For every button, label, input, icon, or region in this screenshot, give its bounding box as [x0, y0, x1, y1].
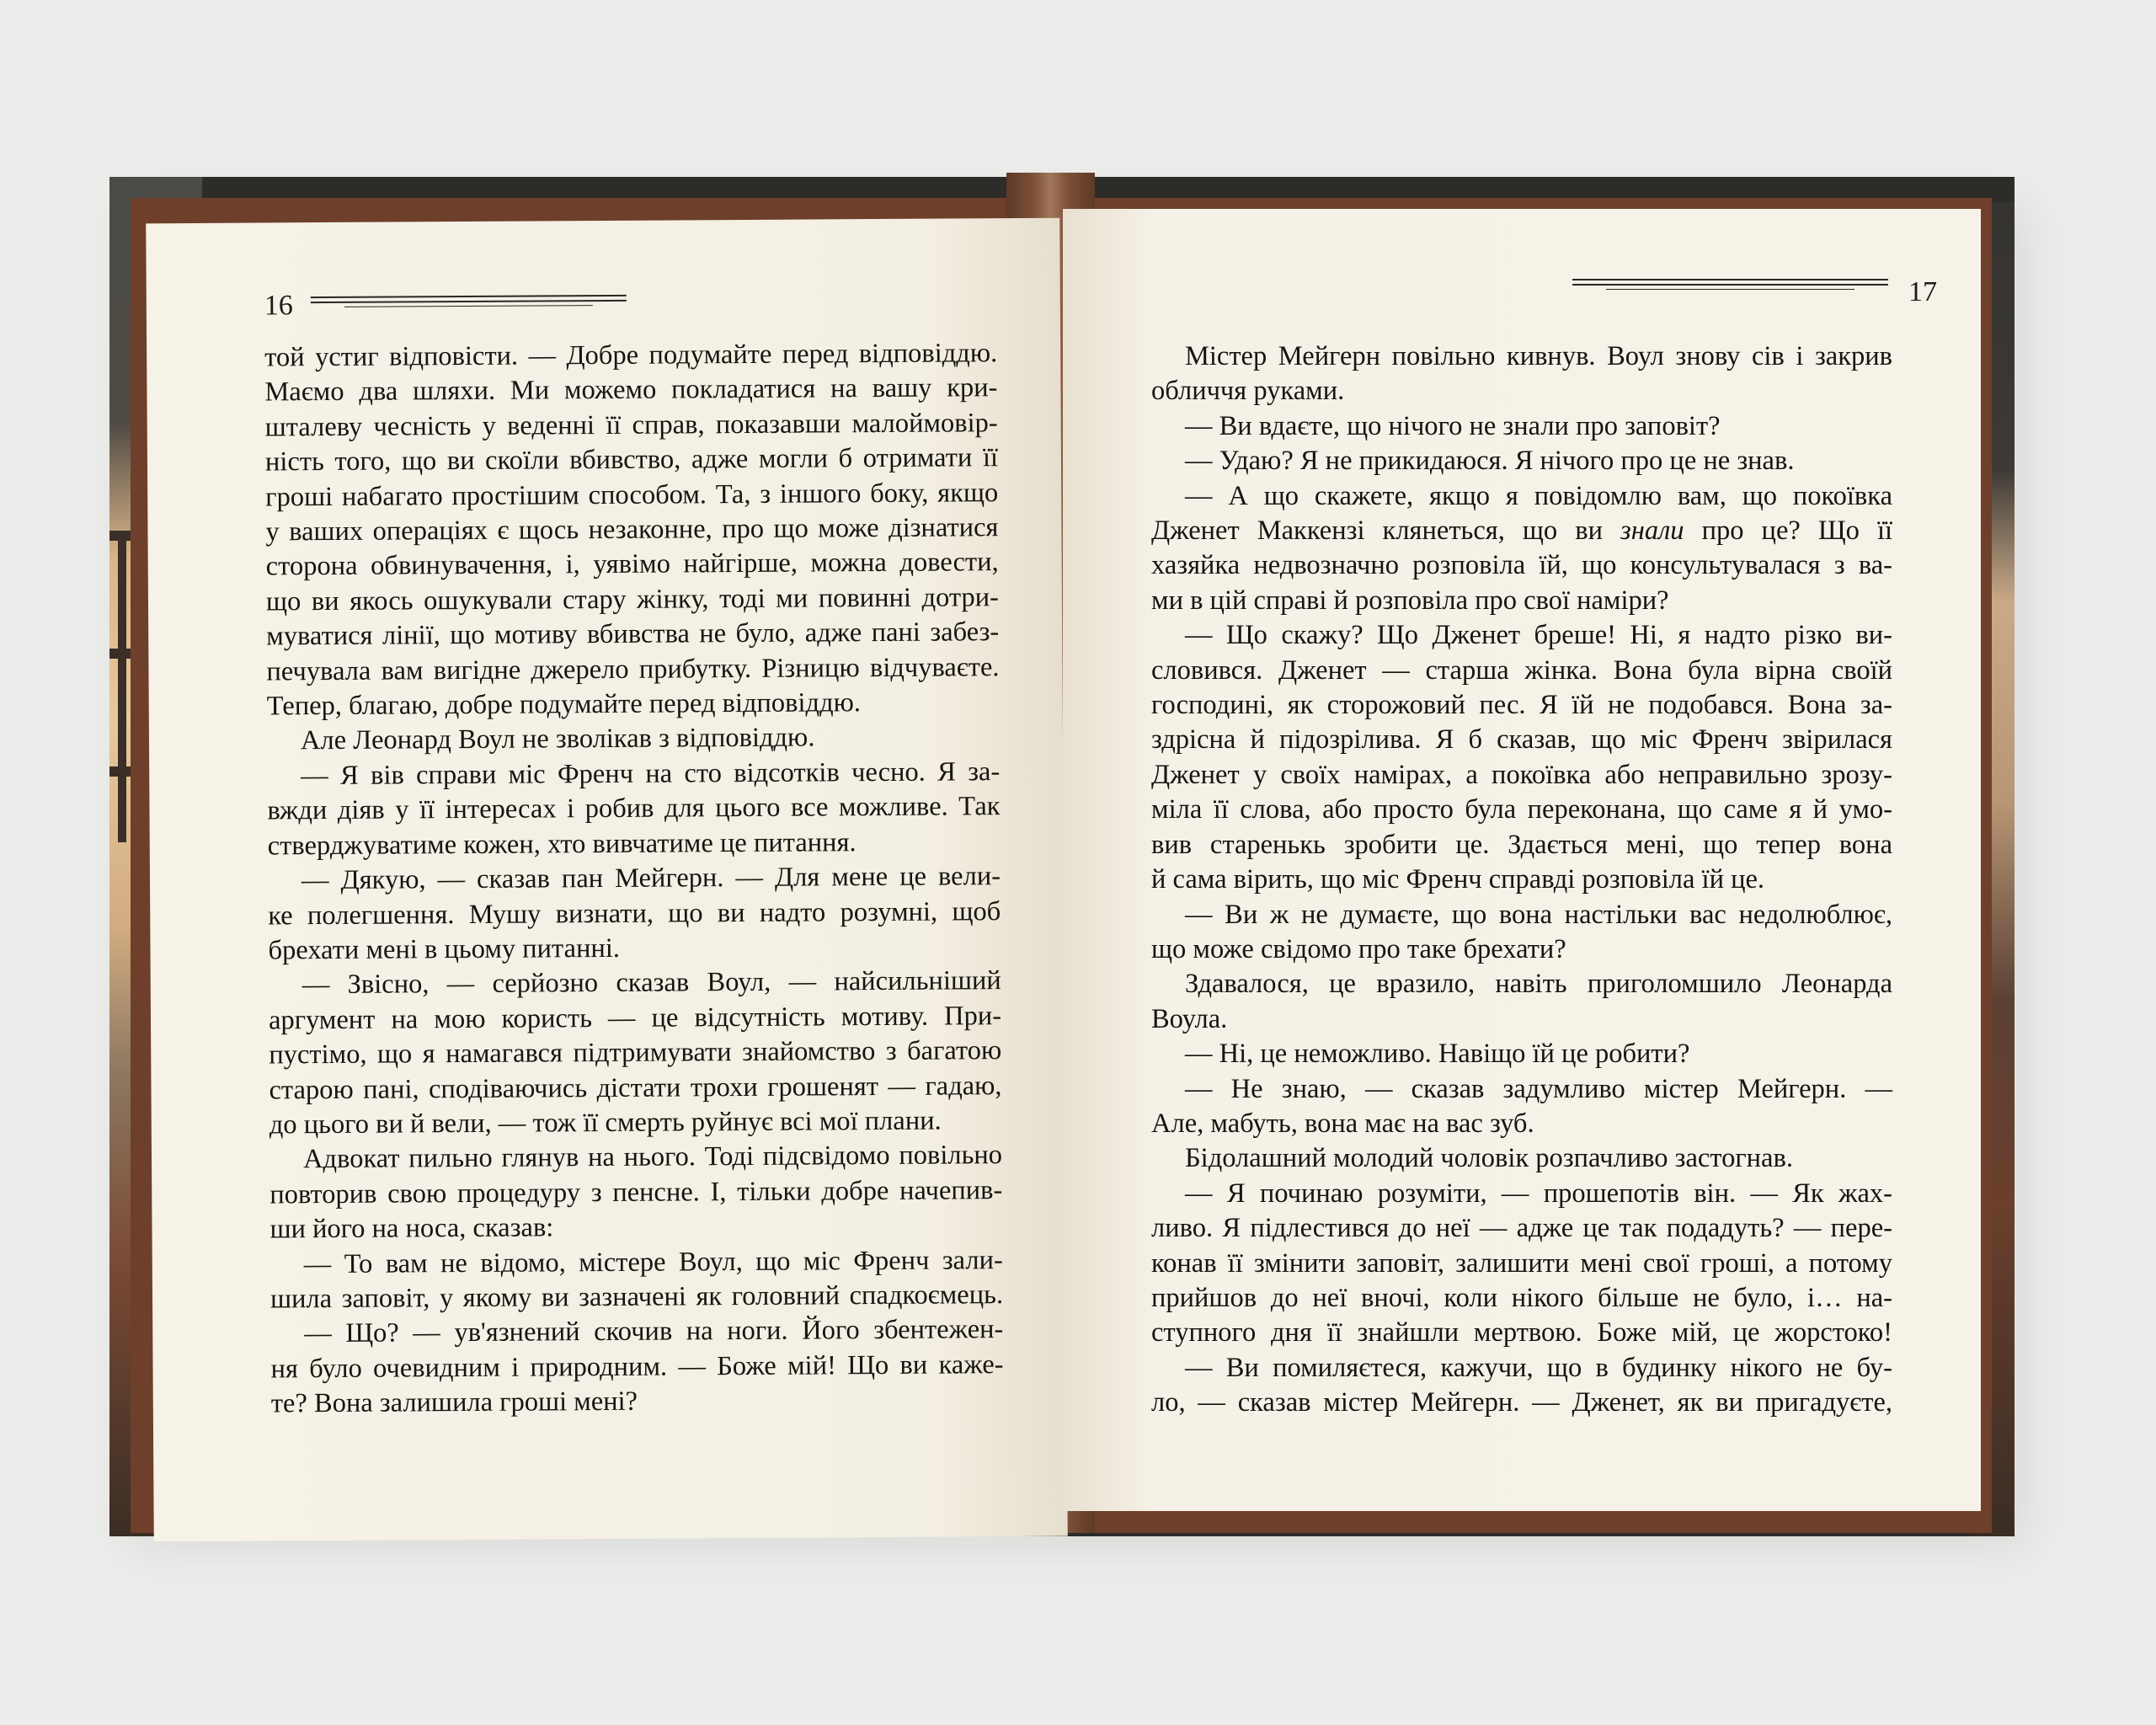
- text-line: — Що? — ув'язнений скочив на ноги. Його збентежен-: [304, 1314, 1004, 1349]
- text-line: — Ви помиляєтеся, кажучи, що в будинку нікого не бу-: [1185, 1352, 1892, 1383]
- text-line: старою пані, сподіваючись дістати трохи грошенят — гадаю,: [269, 1070, 1002, 1105]
- header-rule: [311, 295, 627, 304]
- text-line: словився. Дженет — старша жінка. Вона була вірна своїй: [1151, 654, 1892, 686]
- text-line: міла її слова, або просто була переконана, що саме я й умо-: [1151, 794, 1892, 825]
- text-line: що ви якось ошукували стару жінку, тоді ми повинні дотри-: [265, 581, 1000, 617]
- text-line: — Я вів справи міс Френч на сто відсотків чесно. Я за-: [301, 756, 1001, 792]
- page-number: 16: [264, 290, 293, 322]
- text-line: [1151, 514, 1892, 548]
- page-number: 17: [1908, 276, 1937, 307]
- text-line: ливо. Я підлестився до неї — адже це так подадуть? — пере-: [1151, 1213, 1892, 1244]
- text-line: аргумент на мою користь — це відсутність мотиву. При-: [268, 1000, 1002, 1036]
- text-line: повторив свою процедуру з пенсне. І, тільки добре начепив-: [270, 1174, 1003, 1210]
- text-line: ність того, що ви скоїли вбивство, адже могли б отримати її: [264, 442, 999, 478]
- text-line: хазяйка недвозначно розповіла їй, що консультувалася з ва-: [1151, 550, 1892, 581]
- left-page: [146, 218, 1068, 1542]
- text-line: — Ні, це неможливо. Навіщо їй це робити?: [1185, 1039, 1690, 1070]
- text-line: ми в цій справі й розповіла про свої наміри?: [1151, 585, 1669, 616]
- text-line: прийшов до неї вночі, коли нікого більше не було, і… на-: [1151, 1282, 1892, 1313]
- text-line: ке полегшення. Мушу визнати, що ви надто розумні, щоб: [268, 895, 1001, 931]
- text-line: Тепер, благаю, добре подумайте перед відповіддю.: [266, 687, 862, 722]
- text-line: шила заповіт, у якому ви зазначені як головний спадкоємець.: [270, 1279, 1004, 1315]
- text-line: стверджуватиме кожен, хто вивчатиме це питання.: [267, 826, 857, 862]
- text-line: — Удаю? Я не прикидаюся. Я нічого про це не знав.: [1185, 446, 1795, 477]
- text-line: Але, мабуть, вона має на вас зуб.: [1151, 1108, 1534, 1139]
- text-line: гроші набагато простішим способом. Та, з іншого боку, якщо: [265, 477, 999, 513]
- page-text: [1151, 339, 1892, 1421]
- text-line: Воула.: [1151, 1003, 1228, 1034]
- text-line: — То вам не відомо, містере Воул, що міс Френч зали-: [303, 1244, 1003, 1279]
- text-line: шталеву чесність у веденні її справ, показавши малоймовір-: [264, 407, 998, 443]
- text-line: обличчя руками.: [1151, 376, 1345, 407]
- text-line: у ваших операціях є щось незаконне, про що може дізнатися: [265, 512, 999, 547]
- text-line: — А що скажете, якщо я повідомлю вам, що покоївка: [1185, 480, 1892, 511]
- text-line: — Ви ж не думаєте, що вона настільки вас недолюблює,: [1185, 899, 1892, 930]
- text-line: й сама вірить, що міс Френч справді розповіла їй це.: [1151, 864, 1765, 895]
- text-line: ступного дня її знайшли мертвою. Боже мій, це жорстоко!: [1151, 1317, 1892, 1348]
- text-line: те? Вона залишила гроші мені?: [270, 1386, 638, 1419]
- text-line: господині, як сторожовий пес. Я їй не подобався. Вона за-: [1151, 690, 1892, 721]
- right-page: [1063, 209, 1981, 1511]
- text-line: Бідолашний молодий чоловік розпачливо застогнав.: [1185, 1143, 1793, 1174]
- text-line: — Я починаю розуміти, — прошепотів він. — Як жах-: [1185, 1178, 1892, 1209]
- text-line: ня було очевидним і природним. — Боже мій! Що ви каже-: [270, 1348, 1004, 1385]
- text-line: ло, — сказав містер Мейгерн. — Дженет, як ви пригадуєте,: [1151, 1387, 1892, 1418]
- text-line: що може свідомо про таке брехати?: [1151, 933, 1566, 964]
- text-line: Маємо два шляхи. Ми можемо покладатися на вашу кри-: [264, 372, 998, 408]
- text-line: Містер Мейгерн повільно кивнув. Воул знову сів і закрив: [1185, 341, 1892, 371]
- text-line: вжди діяв у її інтересах і робив для цього все можливе. Так: [267, 791, 1001, 826]
- text-line: здрісна й підозрілива. Я б сказав, що міс Френч звірилася: [1151, 724, 1892, 756]
- text-line: Дженет у своїх намірах, а покоївка або неправильно зрозу-: [1151, 759, 1892, 790]
- text-line: пустімо, що я намагався підтримувати знайомство з багатою: [269, 1035, 1002, 1071]
- text-line: сторона обвинувачення, і, уявімо найгірше, можна довести,: [265, 547, 999, 582]
- text-line: ши його на носа, сказав:: [270, 1212, 554, 1245]
- text-line: той устиг відповісти. — Добре подумайте перед відповіддю.: [264, 338, 998, 373]
- header-rule: [1572, 279, 1888, 286]
- text-line: — Звісно, — серйозно сказав Воул, — найсильніший: [302, 965, 1001, 1001]
- text-line: Адвокат пильно глянув на нього. Тоді підсвідомо повільно: [302, 1140, 1003, 1175]
- text-line: — Дякую, — сказав пан Мейгерн. — Для мене це вели-: [301, 861, 1001, 896]
- emphasis-word: знали: [1620, 515, 1684, 547]
- text-line: конав її змінити заповіт, залишити мені свої гроші, а потому: [1151, 1247, 1892, 1279]
- text-line: вив старенькь зробити це. Здається мені, що тепер вона: [1151, 829, 1892, 860]
- page-text: [264, 336, 1004, 1422]
- text-line: печувала вам вигідне джерело прибутку. Різницю відчуваєте.: [266, 651, 1000, 687]
- text-span: Дженет Маккензі клянеться, що ви: [1151, 515, 1603, 547]
- text-line: — Що скажу? Що Дженет бреше! Ні, я надто різко ви-: [1185, 620, 1892, 651]
- text-line: муватися лінії, що мотиву вбивства не було, адже пані забез-: [266, 617, 1000, 652]
- text-span: про це? Що її: [1701, 515, 1893, 547]
- text-line: — Ви вдаєте, що нічого не знали про заповіт?: [1185, 410, 1721, 441]
- text-line: Але Леонард Воул не зволікав з відповіддю.: [300, 722, 815, 756]
- text-line: — Не знаю, — сказав задумливо містер Мейгерн. —: [1185, 1073, 1892, 1104]
- text-line: брехати мені в цьому питанні.: [268, 932, 621, 966]
- text-line: до цього ви й вели, — тож її смерть руйнує всі мої плани.: [269, 1105, 942, 1140]
- text-line: Здавалося, це вразило, навіть приголомшило Леонарда: [1185, 969, 1892, 1000]
